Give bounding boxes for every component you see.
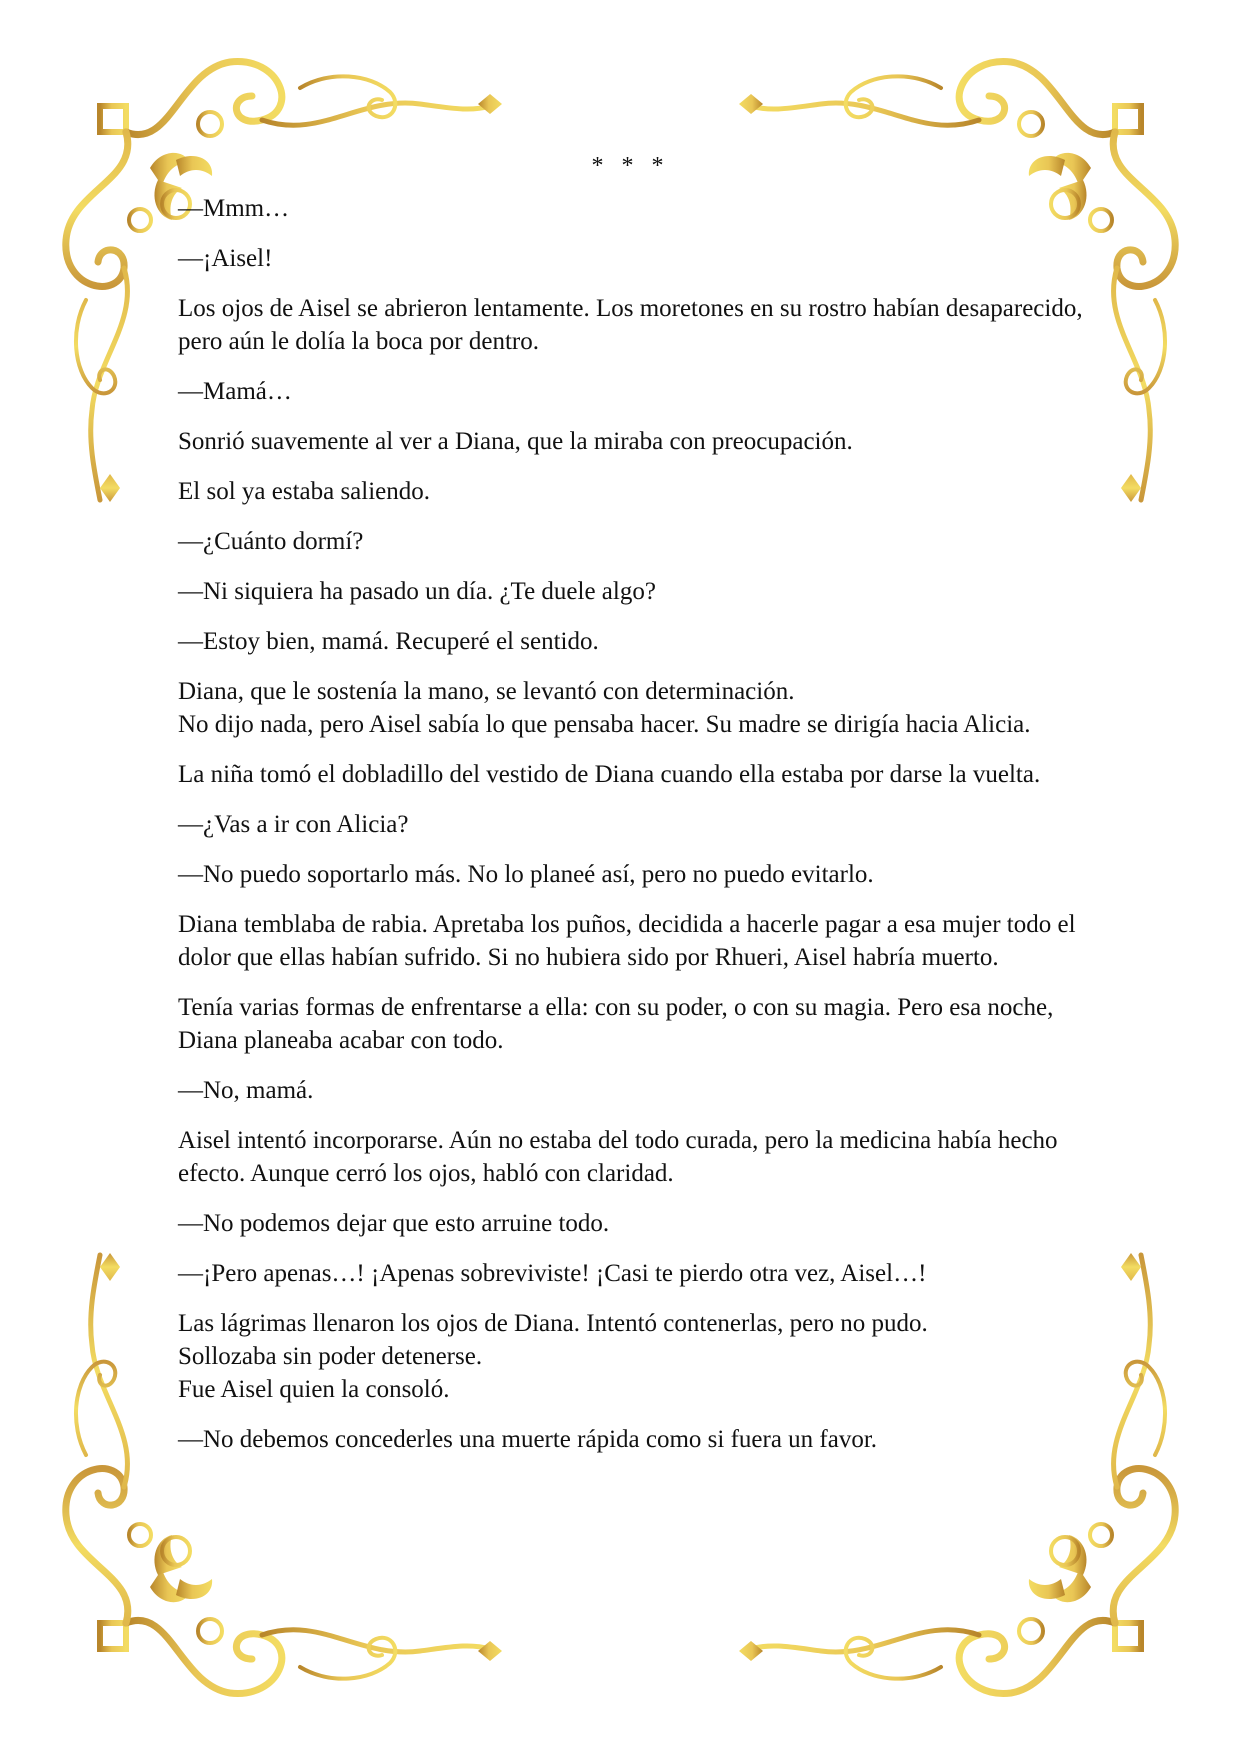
paragraph: [178, 1423, 1083, 1456]
paragraph-line: El sol ya estaba saliendo.: [178, 478, 431, 505]
paragraph-line: Diana temblaba de rabia. Apretaba los puños, decidida a hacerle pagar a esa mujer todo el dolor que ellas habían sufrido. Si no hubiera sido por Rhueri, Aisel habría muerto.: [178, 911, 1076, 971]
paragraph: [178, 375, 1083, 408]
page-text: [178, 150, 1083, 1473]
paragraph-line: Las lágrimas llenaron los ojos de Diana. Intentó contenerlas, pero no pudo.: [178, 1310, 928, 1337]
paragraph-list: [178, 192, 1083, 1456]
paragraph: [178, 575, 1083, 608]
paragraph-line: —¿Cuánto dormí?: [178, 528, 364, 555]
paragraph-line: —No podemos dejar que esto arruine todo.: [178, 1210, 610, 1237]
paragraph-line: Aisel intentó incorporarse. Aún no estaba del todo curada, pero la medicina había hecho efecto. Aunque cerró los ojos, habló con claridad.: [178, 1127, 1058, 1187]
paragraph: [178, 808, 1083, 841]
paragraph: [178, 758, 1083, 791]
paragraph-line: Tenía varias formas de enfrentarse a ella: con su poder, o con su magia. Pero esa noche, Diana planeaba acabar con todo.: [178, 994, 1054, 1054]
paragraph: [178, 242, 1083, 275]
paragraph-line: No dijo nada, pero Aisel sabía lo que pensaba hacer. Su madre se dirigía hacia Alicia.: [178, 711, 1031, 738]
paragraph-line: —No debemos concederles una muerte rápida como si fuera un favor.: [178, 1426, 878, 1453]
paragraph-line: Los ojos de Aisel se abrieron lentamente. Los moretones en su rostro habían desaparecido, pero aún le dolía la boca por dentro.: [178, 295, 1083, 355]
paragraph: [178, 1074, 1083, 1107]
paragraph-line: —Ni siquiera ha pasado un día. ¿Te duele algo?: [178, 578, 656, 605]
paragraph: [178, 1257, 1083, 1290]
paragraph-line: La niña tomó el dobladillo del vestido de Diana cuando ella estaba por darse la vuelta.: [178, 761, 1041, 788]
paragraph: [178, 192, 1083, 225]
paragraph-line: —No puedo soportarlo más. No lo planeé así, pero no puedo evitarlo.: [178, 861, 874, 888]
paragraph-line: —Estoy bien, mamá. Recuperé el sentido.: [178, 628, 599, 655]
paragraph: [178, 1307, 1083, 1406]
paragraph-line: —¡Pero apenas…! ¡Apenas sobreviviste! ¡Casi te pierdo otra vez, Aisel…!: [178, 1260, 927, 1287]
paragraph: [178, 525, 1083, 558]
paragraph: [178, 292, 1083, 358]
paragraph-line: Fue Aisel quien la consoló.: [178, 1376, 450, 1403]
paragraph-line: —¡Aisel!: [178, 245, 273, 272]
paragraph-line: Diana, que le sostenía la mano, se levantó con determinación.: [178, 678, 795, 705]
paragraph: [178, 425, 1083, 458]
paragraph: [178, 858, 1083, 891]
paragraph: [178, 675, 1083, 741]
paragraph-line: —¿Vas a ir con Alicia?: [178, 811, 409, 838]
paragraph-line: Sonrió suavemente al ver a Diana, que la miraba con preocupación.: [178, 428, 853, 455]
paragraph: [178, 475, 1083, 508]
paragraph: [178, 908, 1083, 974]
paragraph: [178, 1124, 1083, 1190]
scene-separator: * * *: [591, 153, 670, 179]
paragraph: [178, 991, 1083, 1057]
paragraph-line: —Mmm…: [178, 195, 290, 222]
paragraph: [178, 625, 1083, 658]
paragraph-line: Sollozaba sin poder detenerse.: [178, 1343, 483, 1370]
paragraph-line: —No, mamá.: [178, 1077, 314, 1104]
paragraph: [178, 1207, 1083, 1240]
paragraph-line: —Mamá…: [178, 378, 292, 405]
